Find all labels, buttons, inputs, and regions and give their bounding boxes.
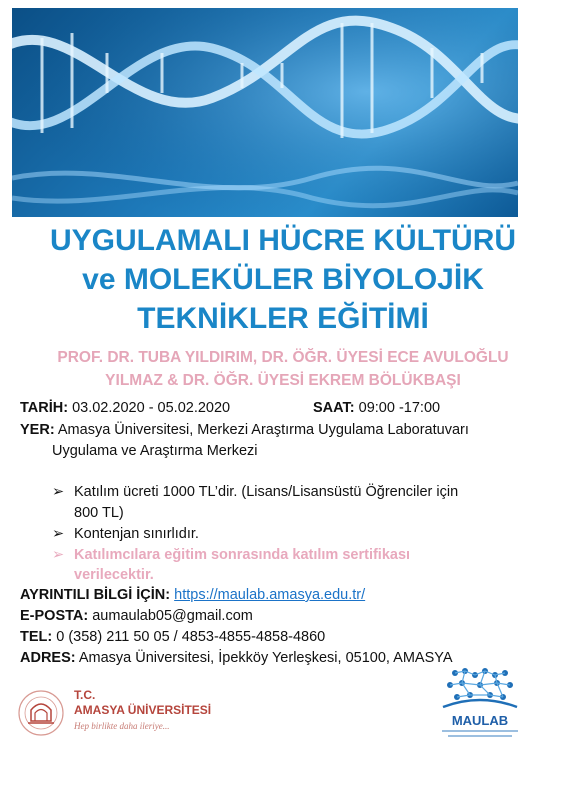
- certificate-text-line-1: Katılımcılara eğitim sonrasında katılım sertifikası: [74, 547, 411, 563]
- email-value: aumaulab05@gmail.com: [88, 608, 253, 624]
- authors-line-1: PROF. DR. TUBA YILDIRIM, DR. ÖĞR. ÜYESİ ECE AVULOĞLU: [57, 349, 509, 366]
- arrow-bullet-icon: ➢: [52, 526, 65, 542]
- place-label: YER:: [20, 422, 55, 438]
- certificate-text-line-2: verilecektir.: [74, 567, 154, 583]
- amasya-university-logo: [16, 684, 226, 744]
- more-info-label: AYRINTILI BİLGİ İÇİN:: [20, 587, 171, 603]
- quota-text: Kontenjan sınırlıdır.: [74, 526, 199, 542]
- place-value-line-1: Amasya Üniversitesi, Merkezi Araştırma Uygulama Laboratuvarı: [54, 422, 469, 438]
- university-seal-icon: [16, 688, 66, 738]
- maulab-logo: [430, 663, 530, 743]
- time-value: 09:00 -17:00: [354, 400, 441, 416]
- address-row: [20, 648, 453, 668]
- date-row: [20, 398, 230, 418]
- arrow-bullet-icon: ➢: [52, 547, 65, 563]
- maulab-subtitle-line: [448, 735, 512, 737]
- address-label: ADRES:: [20, 650, 76, 666]
- place-value-line-2: Uygulama ve Araştırma Merkezi: [52, 443, 258, 459]
- time-label: SAAT:: [313, 400, 355, 416]
- university-slogan: Hep birlikte daha ileriye...: [74, 721, 170, 731]
- maulab-name: MAULAB: [451, 713, 509, 728]
- date-value: 03.02.2020 - 05.02.2020: [68, 400, 231, 416]
- dna-helix-illustration: [12, 8, 518, 217]
- date-label: TARİH:: [20, 400, 69, 416]
- fee-text-line-2: 800 TL): [74, 505, 124, 521]
- maulab-emblem-icon: [435, 663, 525, 715]
- time-row: [313, 398, 440, 418]
- phone-row: [20, 627, 325, 647]
- title-line-1: UYGULAMALI HÜCRE KÜLTÜRÜ: [49, 224, 517, 257]
- email-label: E-POSTA:: [20, 608, 89, 624]
- maulab-subtitle-line: [442, 730, 518, 732]
- email-row: [20, 606, 253, 626]
- address-value: Amasya Üniversitesi, İpekköy Yerleşkesi, 05100, AMASYA: [75, 650, 453, 666]
- place-row: [20, 420, 469, 440]
- tc-label: T.C.: [74, 688, 96, 702]
- title-line-2: ve MOLEKÜLER BİYOLOJİK: [82, 263, 484, 296]
- phone-label: TEL:: [20, 629, 53, 645]
- university-name: AMASYA ÜNİVERSİTESİ: [74, 703, 212, 717]
- more-info-row: [20, 585, 365, 605]
- authors-line-2: YILMAZ & DR. ÖĞR. ÜYESİ EKREM BÖLÜKBAŞI: [105, 372, 461, 389]
- fee-text-line-1: Katılım ücreti 1000 TL’dir. (Lisans/Lisansüstü Öğrenciler için: [74, 484, 459, 500]
- title-line-3: TEKNİKLER EĞİTİMİ: [137, 302, 429, 335]
- website-link[interactable]: https://maulab.amasya.edu.tr/: [174, 587, 366, 603]
- dna-banner-image: [12, 8, 518, 217]
- arrow-bullet-icon: ➢: [52, 484, 65, 500]
- phone-value: 0 (358) 211 50 05 / 4853-4855-4858-4860: [52, 629, 326, 645]
